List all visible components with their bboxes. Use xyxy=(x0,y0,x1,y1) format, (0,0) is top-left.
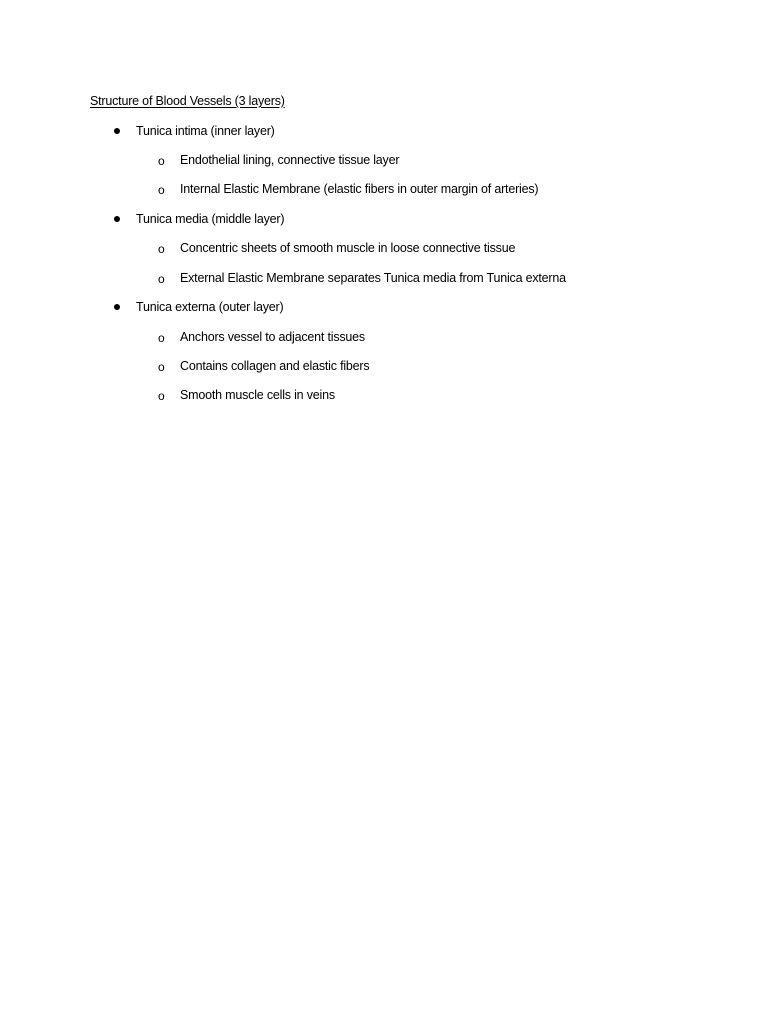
section-label-tunica-media: Tunica media (middle layer) xyxy=(136,212,285,226)
sub-bullet-icon: o xyxy=(158,389,165,403)
list-item: Smooth muscle cells in veins xyxy=(180,388,335,402)
sub-bullet-icon: o xyxy=(158,154,165,168)
bullet-icon xyxy=(114,304,120,310)
section-label-tunica-externa: Tunica externa (outer layer) xyxy=(136,300,284,314)
sub-bullet-icon: o xyxy=(158,183,165,197)
sub-bullet-icon: o xyxy=(158,360,165,374)
sub-bullet-icon: o xyxy=(158,272,165,286)
sub-bullet-icon: o xyxy=(158,242,165,256)
list-item: Concentric sheets of smooth muscle in loose connective tissue xyxy=(180,241,516,255)
bullet-icon xyxy=(114,128,120,134)
list-item: Endothelial lining, connective tissue layer xyxy=(180,153,400,167)
list-item: Anchors vessel to adjacent tissues xyxy=(180,330,365,344)
list-item: Contains collagen and elastic fibers xyxy=(180,359,370,373)
list-item: External Elastic Membrane separates Tunica media from Tunica externa xyxy=(180,271,566,285)
list-item: Internal Elastic Membrane (elastic fibers in outer margin of arteries) xyxy=(180,182,539,196)
section-label-tunica-intima: Tunica intima (inner layer) xyxy=(136,124,275,138)
sub-bullet-icon: o xyxy=(158,331,165,345)
document-title: Structure of Blood Vessels (3 layers) xyxy=(90,94,285,108)
bullet-icon xyxy=(114,216,120,222)
